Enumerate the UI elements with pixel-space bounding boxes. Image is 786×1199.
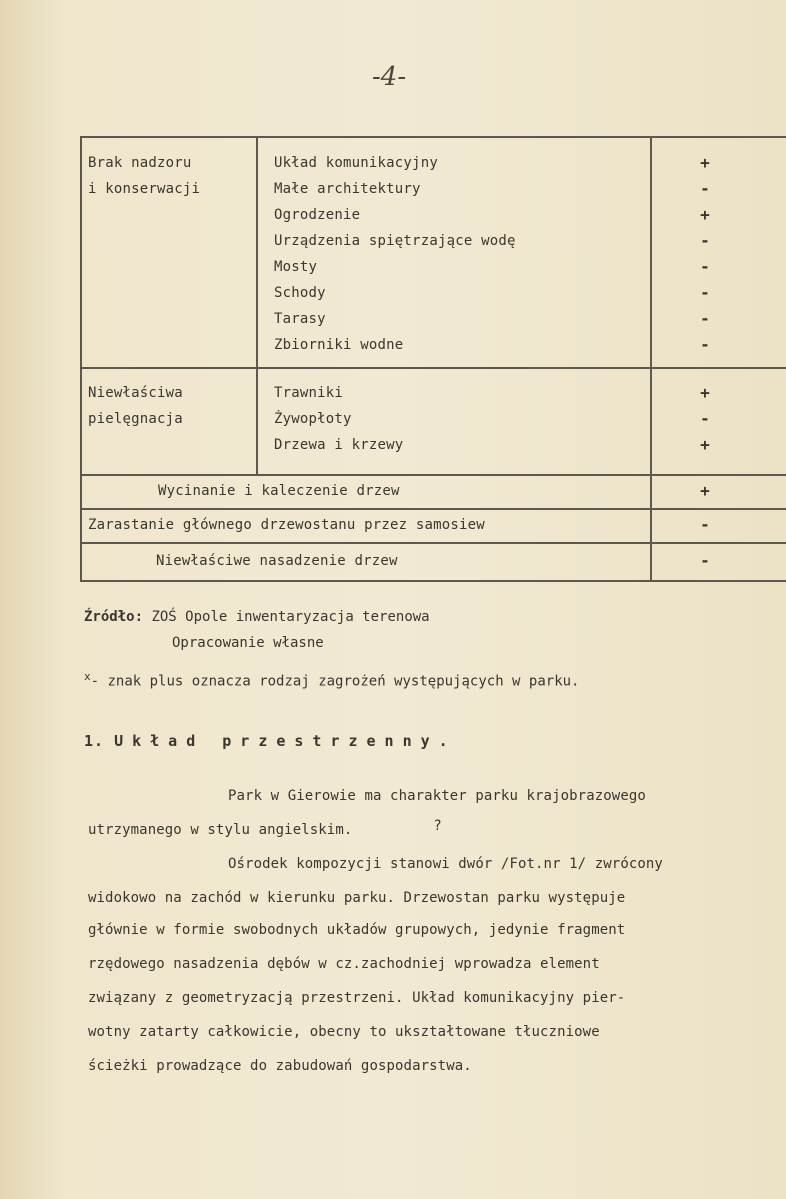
threat-sign: -	[700, 283, 710, 302]
table-left-border	[80, 136, 82, 582]
item-label: Mosty	[274, 259, 318, 275]
threat-sign: +	[700, 205, 710, 224]
threat-row-label: Zarastanie głównego drzewostanu przez samosiew	[88, 517, 485, 533]
threat-sign-value: -	[700, 515, 710, 534]
margin-question-mark: ?	[434, 818, 442, 834]
section-title: Układ przestrzenny.	[114, 732, 457, 750]
table-row-line	[80, 542, 786, 544]
threat-sign: -	[700, 409, 710, 428]
items-cell	[274, 150, 516, 358]
threat-sign: +	[700, 383, 710, 402]
threat-row-label: Wycinanie i kaleczenie drzew	[158, 483, 400, 499]
threat-sign: -	[700, 179, 710, 198]
item-label: Małe architektury	[274, 181, 421, 197]
paragraph-line: Ośrodek kompozycji stanowi dwór /Fot.nr 1/ zwrócony	[228, 856, 663, 872]
category-line: i konserwacji	[88, 181, 201, 197]
source-line-2: Opracowanie własne	[172, 635, 324, 651]
footnote-mark: x	[84, 670, 91, 683]
item-label: Trawniki	[274, 385, 344, 401]
paragraph-line: wotny zatarty całkowicie, obecny to ukształtowane tłuczniowe	[88, 1024, 600, 1040]
threat-sign-value: +	[700, 481, 710, 500]
threat-sign: +	[700, 435, 710, 454]
paragraph-line: utrzymanego w stylu angielskim.	[88, 822, 353, 838]
threat-row-label: Niewłaściwe nasadzenie drzew	[156, 553, 398, 569]
page-number: -4-	[372, 62, 407, 92]
item-label: Tarasy	[274, 311, 326, 327]
item-label: Schody	[274, 285, 326, 301]
threat-sign: -	[700, 257, 710, 276]
threat-sign: -	[700, 309, 710, 328]
item-label: Urządzenia spiętrzające wodę	[274, 233, 516, 249]
footnote	[84, 664, 580, 695]
threat-sign-value: -	[700, 551, 710, 570]
category-line: Brak nadzoru	[88, 155, 192, 171]
item-label: Żywopłoty	[274, 411, 352, 427]
item-label: Układ komunikacyjny	[274, 155, 438, 171]
paragraph-line: głównie w formie swobodnych układów grupowych, jedynie fragment	[88, 922, 626, 938]
item-label: Drzewa i krzewy	[274, 437, 404, 453]
category-line: pielęgnacja	[88, 411, 183, 427]
signs-cell	[690, 380, 720, 458]
threat-sign	[690, 478, 720, 504]
category-cell	[88, 380, 183, 432]
footnote-text: - znak plus oznacza rodzaj zagrożeń występujących w parku.	[90, 673, 580, 690]
paragraph-line: rzędowego nasadzenia dębów w cz.zachodniej wprowadza element	[88, 956, 600, 972]
threats-table	[80, 136, 786, 582]
source-line: ZOŚ Opole inwentaryzacja terenowa	[151, 609, 430, 625]
table-row-line	[80, 367, 786, 369]
paragraph-line: związany z geometryzacją przestrzeni. Układ komunikacyjny pier-	[88, 990, 626, 1006]
category-cell	[88, 150, 200, 202]
threat-sign: +	[700, 153, 710, 172]
paragraph-line: Park w Gierowie ma charakter parku krajobrazowego	[228, 788, 646, 804]
threat-sign: -	[700, 231, 710, 250]
paragraph-line: ścieżki prowadzące do zabudowań gospodarstwa.	[88, 1058, 472, 1074]
table-row-line	[80, 508, 786, 510]
items-cell	[274, 380, 403, 458]
paragraph-line: widokowo na zachód w kierunku parku. Drzewostan parku występuje	[88, 890, 626, 906]
threat-sign	[690, 512, 720, 538]
threat-sign: -	[700, 335, 710, 354]
source-label: Źródło:	[84, 609, 144, 625]
category-line: Niewłaściwa	[88, 385, 183, 401]
table-divider-signs	[650, 136, 652, 582]
section-heading	[84, 732, 457, 750]
item-label: Ogrodzenie	[274, 207, 361, 223]
table-divider-items	[256, 136, 258, 476]
threat-sign	[690, 548, 720, 574]
table-bottom-border	[80, 580, 786, 582]
item-label: Zbiorniki wodne	[274, 337, 404, 353]
table-row-line	[80, 474, 786, 476]
source-note	[84, 604, 430, 630]
signs-cell	[690, 150, 720, 358]
section-number: 1.	[84, 732, 105, 750]
table-top-border	[80, 136, 786, 138]
